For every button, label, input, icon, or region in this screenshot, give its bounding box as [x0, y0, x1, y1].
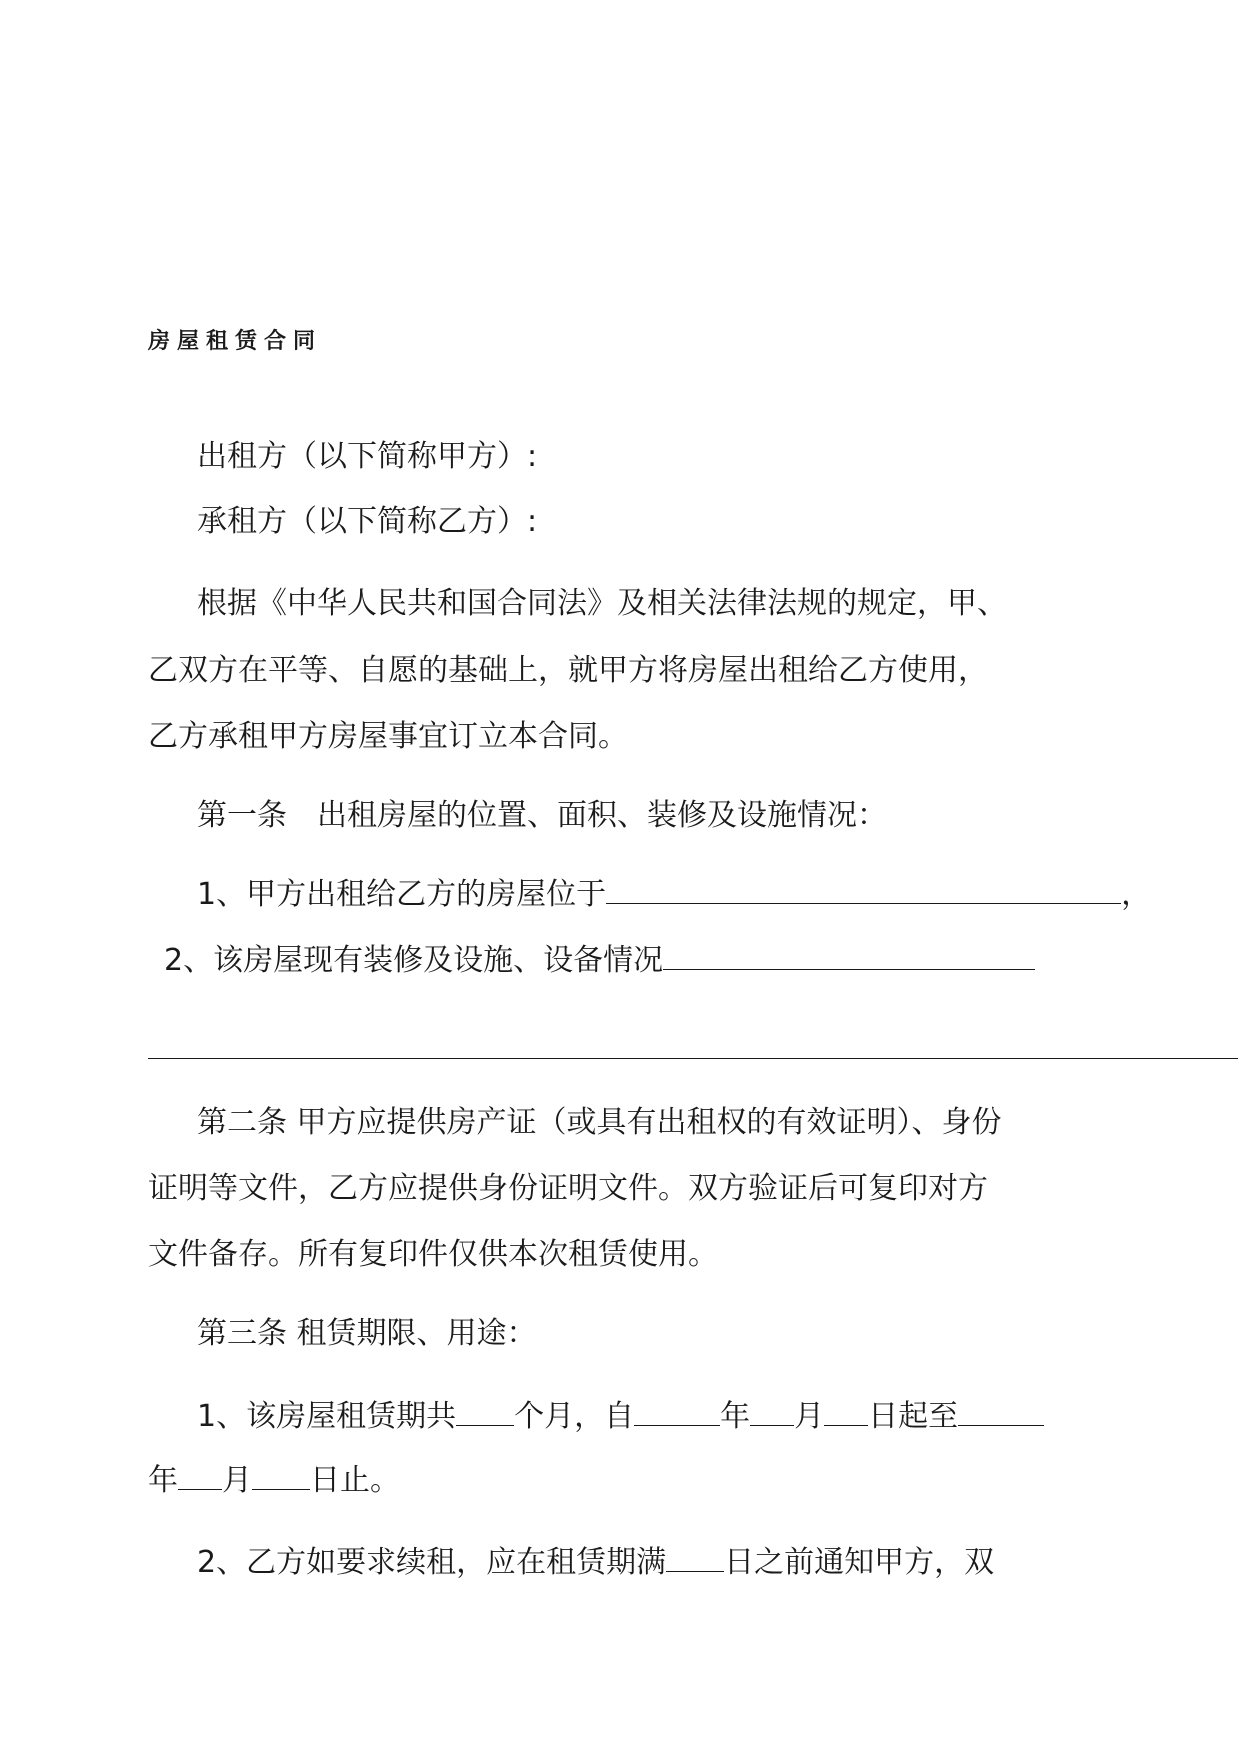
article3-item1-line1: [197, 1398, 1044, 1436]
article3-item2-text-b: 日之前通知甲方，双: [724, 1545, 995, 1580]
article2-line-3: 文件备存。所有复印件仅供本次租赁使用。: [148, 1237, 718, 1272]
article3-item1-text-g: 月: [222, 1463, 252, 1498]
article3-item1-line2: [148, 1462, 400, 1500]
renewal-days-blank[interactable]: [666, 1545, 724, 1572]
article1-item1-text: 1、甲方出租给乙方的房屋位于: [197, 877, 607, 912]
article1-item1-suffix: ，: [1121, 877, 1152, 912]
lessor-line: 出租方（以下简称甲方）:: [197, 439, 538, 474]
article3-item1-text-c: 年: [720, 1399, 751, 1434]
preamble-line-2: 乙双方在平等、自愿的基础上，就甲方将房屋出租给乙方使用，: [148, 653, 988, 688]
location-blank[interactable]: [606, 877, 1121, 904]
end-day-blank[interactable]: [252, 1463, 310, 1490]
start-year-blank[interactable]: [634, 1399, 720, 1426]
article3-item1-text-f: 年: [148, 1463, 178, 1498]
lessee-line: 承租方（以下简称乙方）:: [197, 504, 538, 539]
months-blank[interactable]: [456, 1399, 514, 1426]
start-day-blank[interactable]: [824, 1399, 868, 1426]
preamble-line-3: 乙方承租甲方房屋事宜订立本合同。: [148, 719, 628, 754]
article2-line-1: 第二条 甲方应提供房产证（或具有出租权的有效证明）、身份: [197, 1105, 1002, 1140]
article3-heading: 第三条 租赁期限、用途：: [197, 1316, 537, 1351]
article1-heading: 第一条 出租房屋的位置、面积、装修及设施情况：: [197, 798, 887, 833]
article3-item1-text-e: 日起至: [868, 1399, 959, 1434]
article3-item1-text-a: 1、该房屋租赁期共: [197, 1399, 457, 1434]
facilities-blank-continuation[interactable]: [148, 1058, 1238, 1059]
article3-item1-text-b: 个月，自: [514, 1399, 635, 1434]
facilities-blank[interactable]: [663, 943, 1035, 970]
document-title: 房屋租赁合同: [148, 328, 323, 354]
article3-item2-text-a: 2、乙方如要求续租，应在租赁期满: [197, 1545, 667, 1580]
article2-line-2: 证明等文件，乙方应提供身份证明文件。双方验证后可复印对方: [148, 1171, 988, 1206]
article3-item2: [197, 1544, 994, 1582]
preamble-line-1: 根据《中华人民共和国合同法》及相关法律法规的规定，甲、: [197, 586, 1007, 621]
start-month-blank[interactable]: [750, 1399, 794, 1426]
article1-item1: [197, 876, 1151, 914]
end-month-blank[interactable]: [178, 1463, 222, 1490]
article1-item2: [164, 942, 1035, 980]
end-year-blank[interactable]: [958, 1399, 1044, 1426]
article3-item1-text-d: 月: [794, 1399, 825, 1434]
article3-item1-text-h: 日止。: [310, 1463, 400, 1498]
article1-item2-text: 2、该房屋现有装修及设施、设备情况: [164, 943, 664, 978]
